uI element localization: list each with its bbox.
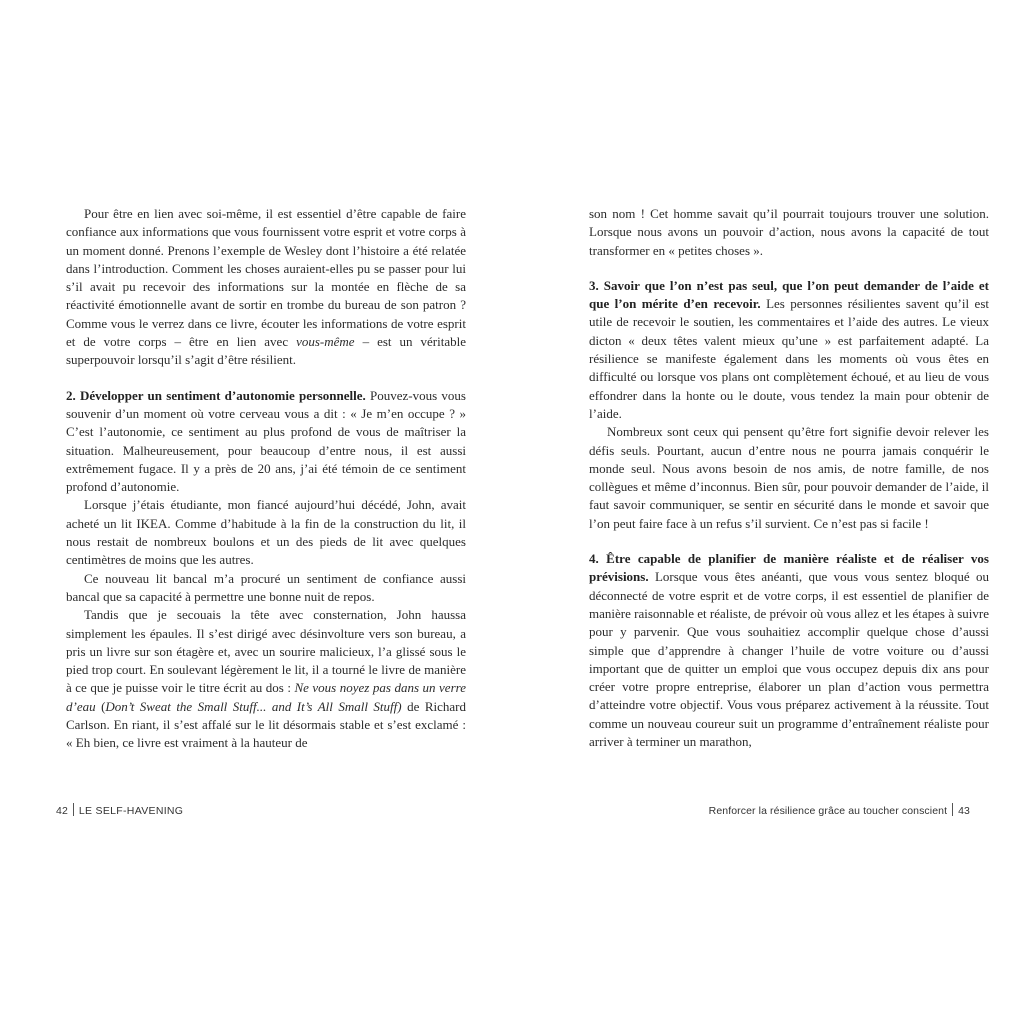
paragraph: Lorsque j’étais étudiante, mon fiancé aujourd’hui décédé, John, avait acheté un lit IKEA. Comme d’habitude à la fin de la construction du lit, il nous restait de nombreux boulons et un des pieds de lit avec quelques centimètres de moins que les autres. [66, 497, 466, 568]
text: – est un véritable superpouvoir lorsqu’il s’agit d’être résilient. [66, 334, 466, 368]
section-heading: 4. Être capable de planifier de manière réaliste et de réaliser vos prévisions. [589, 551, 989, 585]
book-title: Ne vous noyez pas dans un verre d’eau [66, 680, 466, 714]
paragraph: Nombreux sont ceux qui pensent qu’être fort signifie devoir relever les défis seuls. Pourtant, aucun d’entre nous ne pourra jamais conquérir le monde seul. Nous avons besoin de nos amis, de notre famille, de nos collègues et même d’inconnus. Bien sûr, pour pouvoir demander de l’aide, il faut savoir communiquer, se sentir en sécurité dans le monde et savoir que l’on peut faire face à un refus s’il survient. Ce n’est pas si facile ! [589, 424, 989, 531]
left-page [66, 205, 466, 753]
section-4-paragraph [589, 550, 989, 751]
paragraph [66, 205, 466, 370]
right-page [589, 205, 989, 751]
text: Tandis que je secouais la tête avec consternation, John haussa simplement les épaules. Il s’est dirigé avec désinvolture vers son bureau, a pris un livre sur son étagère et, avec un sourire malicieux, l’a glissé sous le pied trop court. En soulevant légèrement le lit, il a tourné le livre de manière à ce que je puisse voir le titre écrit au dos : [66, 607, 466, 696]
emphasis: vous-même [296, 334, 355, 350]
section-heading: 3. Savoir que l’on n’est pas seul, que l’on peut demander de l’aide et que l’on mérite d’en recevoir. [589, 277, 989, 312]
text: Pour être en lien avec soi-même, il est essentiel d’être capable de faire confiance aux informations que vous fournissent votre esprit et votre corps à un moment donné. Prenons l’exemple de Wesley dont l’histoire a été relatée dans l’introduction. Comment les choses auraient-elles pu se passer pour lui s’il avait pu recevoir des informations sur la montée en flèche de sa réactivité émotionnelle avant de sortir en trombe du bureau de son patron ? Comme vous le verrez dans ce livre, écouter les informations de votre esprit et de votre corps – être en lien avec [66, 206, 466, 350]
text: de Richard Carlson. En riant, il s’est affalé sur le lit désormais stable et s’est exclamé : « Eh bien, ce livre est vraiment à la hauteur de [66, 698, 466, 751]
page-number: 42 [56, 805, 68, 817]
text: Lorsque vous êtes anéanti, que vous vous sentez bloqué ou déconnecté de votre esprit et de votre corps, il est essentiel de planifier de manière raisonnable et réaliste, de prévoir où vous allez et les étapes à suivre pour y parvenir. Que vous souhaitiez accomplir quelque chose d’aussi simple que d’apprendre à changer l’huile de votre voiture ou d’aussi important que de quitter un emploi que vous occupez depuis dix ans pour créer votre propre entreprise, élaborer un plan d’action vous permettra d’atteindre votre objectif. Vous vous préparez activement à la réussite. Tout comme un nouveau coureur suit un programme d’entraînement réaliste pour arriver à terminer un marathon, [589, 569, 989, 750]
text: ( [95, 698, 106, 714]
left-page-footer [56, 803, 183, 817]
paragraph: Ce nouveau lit bancal m’a procuré un sentiment de confiance aussi bancal que sa capacité à permettre une bonne nuit de repos. [66, 570, 466, 604]
section-3-paragraph [589, 277, 989, 423]
footer-divider [73, 803, 74, 816]
book-title-original: Don’t Sweat the Small Stuff... and It’s All Small Stuff) [105, 698, 402, 714]
footer-divider [952, 803, 953, 816]
right-page-footer [709, 803, 970, 817]
text: Les personnes résilientes savent qu’il est utile de recevoir le soutien, les commentaires et l’aide des autres. Le vieux dicton « deux têtes valent mieux qu’une » est parfaitement adapté. La résilience se manifeste également dans les moments où vous êtes en difficulté ou lorsque vos plans ont complètement échoué, et au lieu de vous effondrer dans la honte ou le doute, vous tendez la main pour obtenir de l’aide. [589, 296, 989, 421]
running-head: LE SELF-HAVENING [78, 805, 184, 817]
section-heading: 2. Développer un sentiment d’autonomie personnelle. [66, 387, 366, 403]
section-2-paragraph [66, 387, 466, 497]
text: Pouvez-vous vous souvenir d’un moment où votre cerveau vous a dit : « Je m’en occupe ? » C’est l’autonomie, ce sentiment au plus profond de vous de maîtriser la situation. Malheureusement, pour beaucoup d’entre nous, il est aussi extrêmement fugace. Il y a près de 20 ans, j’ai été témoin de ce sentiment profond d’autonomie. [66, 387, 466, 495]
running-head: Renforcer la résilience grâce au toucher conscient [708, 805, 948, 817]
paragraph [66, 606, 466, 752]
page-number: 43 [958, 805, 970, 817]
paragraph: son nom ! Cet homme savait qu’il pourrait toujours trouver une solution. Lorsque nous avons un pouvoir d’action, nous avons la capacité de tout transformer en « petites choses ». [589, 206, 989, 258]
